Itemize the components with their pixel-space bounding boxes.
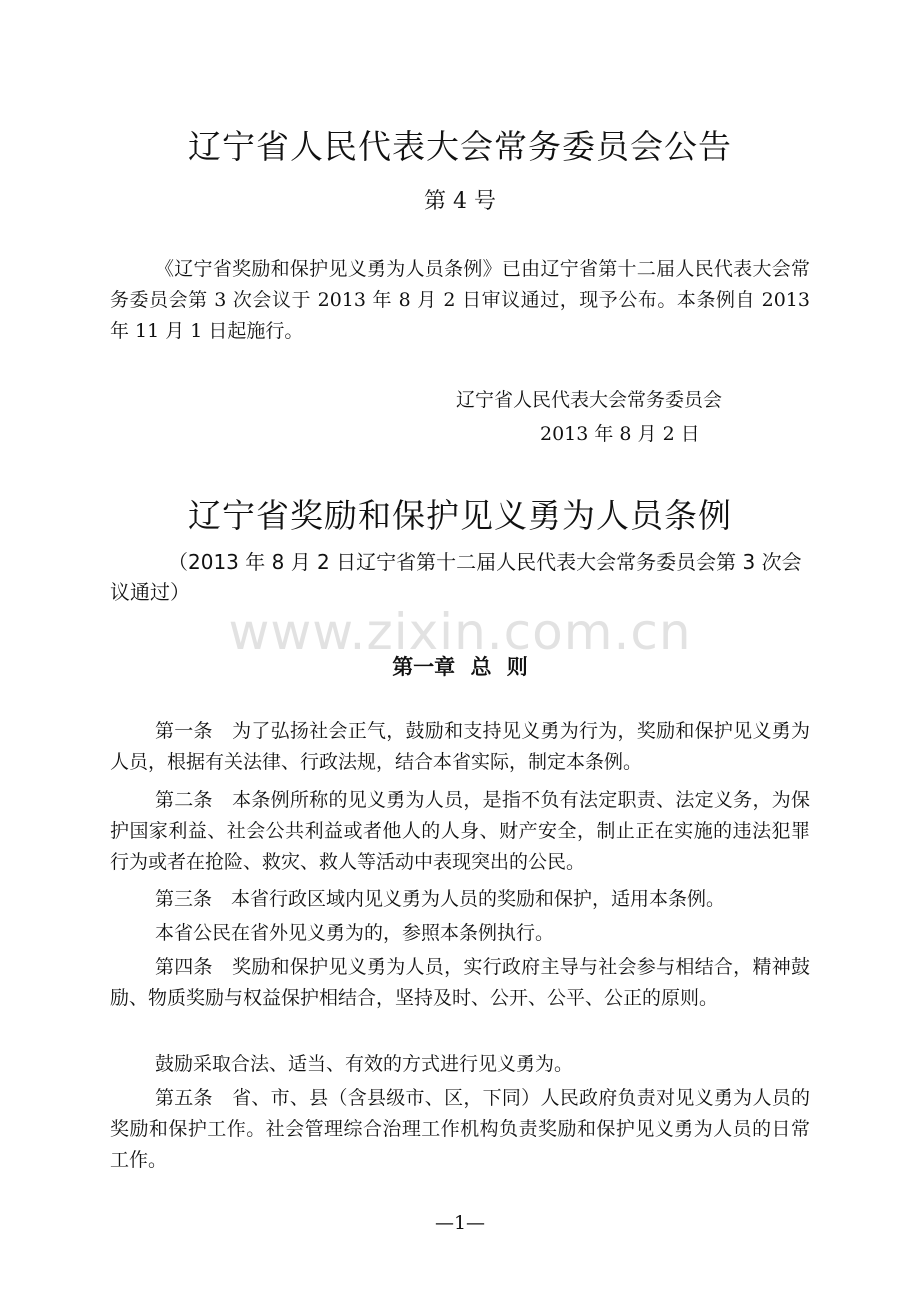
chapter-title: 第一章 总 则 bbox=[392, 655, 528, 679]
article-4-clause-2: 鼓励采取合法、适当、有效的方式进行见义勇为。 bbox=[155, 1053, 574, 1075]
announcement-number: 第 4 号 bbox=[424, 189, 496, 214]
signature-date: 2013 年 8 月 2 日 bbox=[540, 423, 700, 445]
article-3-clause-2: 本省公民在省外见义勇为的，参照本条例执行。 bbox=[155, 922, 555, 944]
adoption-note: （2013 年 8 月 2 日辽宁省第十二届人民代表大会常务委员会第 3 次会议通过） bbox=[110, 550, 802, 604]
article-5: 第五条 省、市、县（含县级市、区，下同）人民政府负责对见义勇为人员的奖励和保护工作。社会管理综合治理工作机构负责奖励和保护见义勇为人员的日常工作。 bbox=[110, 1087, 810, 1171]
regulation-title: 辽宁省奖励和保护见义勇为人员条例 bbox=[188, 496, 732, 535]
article-2: 第二条 本条例所称的见义勇为人员，是指不负有法定职责、法定义务，为保护国家利益、社会公共利益或者他人的人身、财产安全，制止正在实施的违法犯罪行为或者在抢险、救灾、救人等活动中表现突出的公民。 bbox=[110, 789, 810, 873]
page-number: —1— bbox=[434, 1212, 486, 1234]
announcement-title: 辽宁省人民代表大会常务委员会公告 bbox=[188, 127, 732, 166]
signature-organization: 辽宁省人民代表大会常务委员会 bbox=[456, 389, 723, 411]
watermark: www.zixin.com.cn bbox=[228, 603, 692, 661]
article-4: 第四条 奖励和保护见义勇为人员，实行政府主导与社会参与相结合，精神鼓励、物质奖励与权益保护相结合，坚持及时、公开、公平、公正的原则。 bbox=[110, 956, 810, 1009]
article-3: 第三条 本省行政区域内见义勇为人员的奖励和保护，适用本条例。 bbox=[155, 888, 726, 910]
article-1: 第一条 为了弘扬社会正气，鼓励和支持见义勇为行为，奖励和保护见义勇为人员，根据有关法律、行政法规，结合本省实际，制定本条例。 bbox=[110, 720, 810, 773]
announcement-body: 《辽宁省奖励和保护见义勇为人员条例》已由辽宁省第十二届人民代表大会常务委员会第 3 次会议于 2013 年 8 月 2 日审议通过，现予公布。本条例自 2013 年 11 月 1 日起施行。 bbox=[110, 258, 810, 342]
